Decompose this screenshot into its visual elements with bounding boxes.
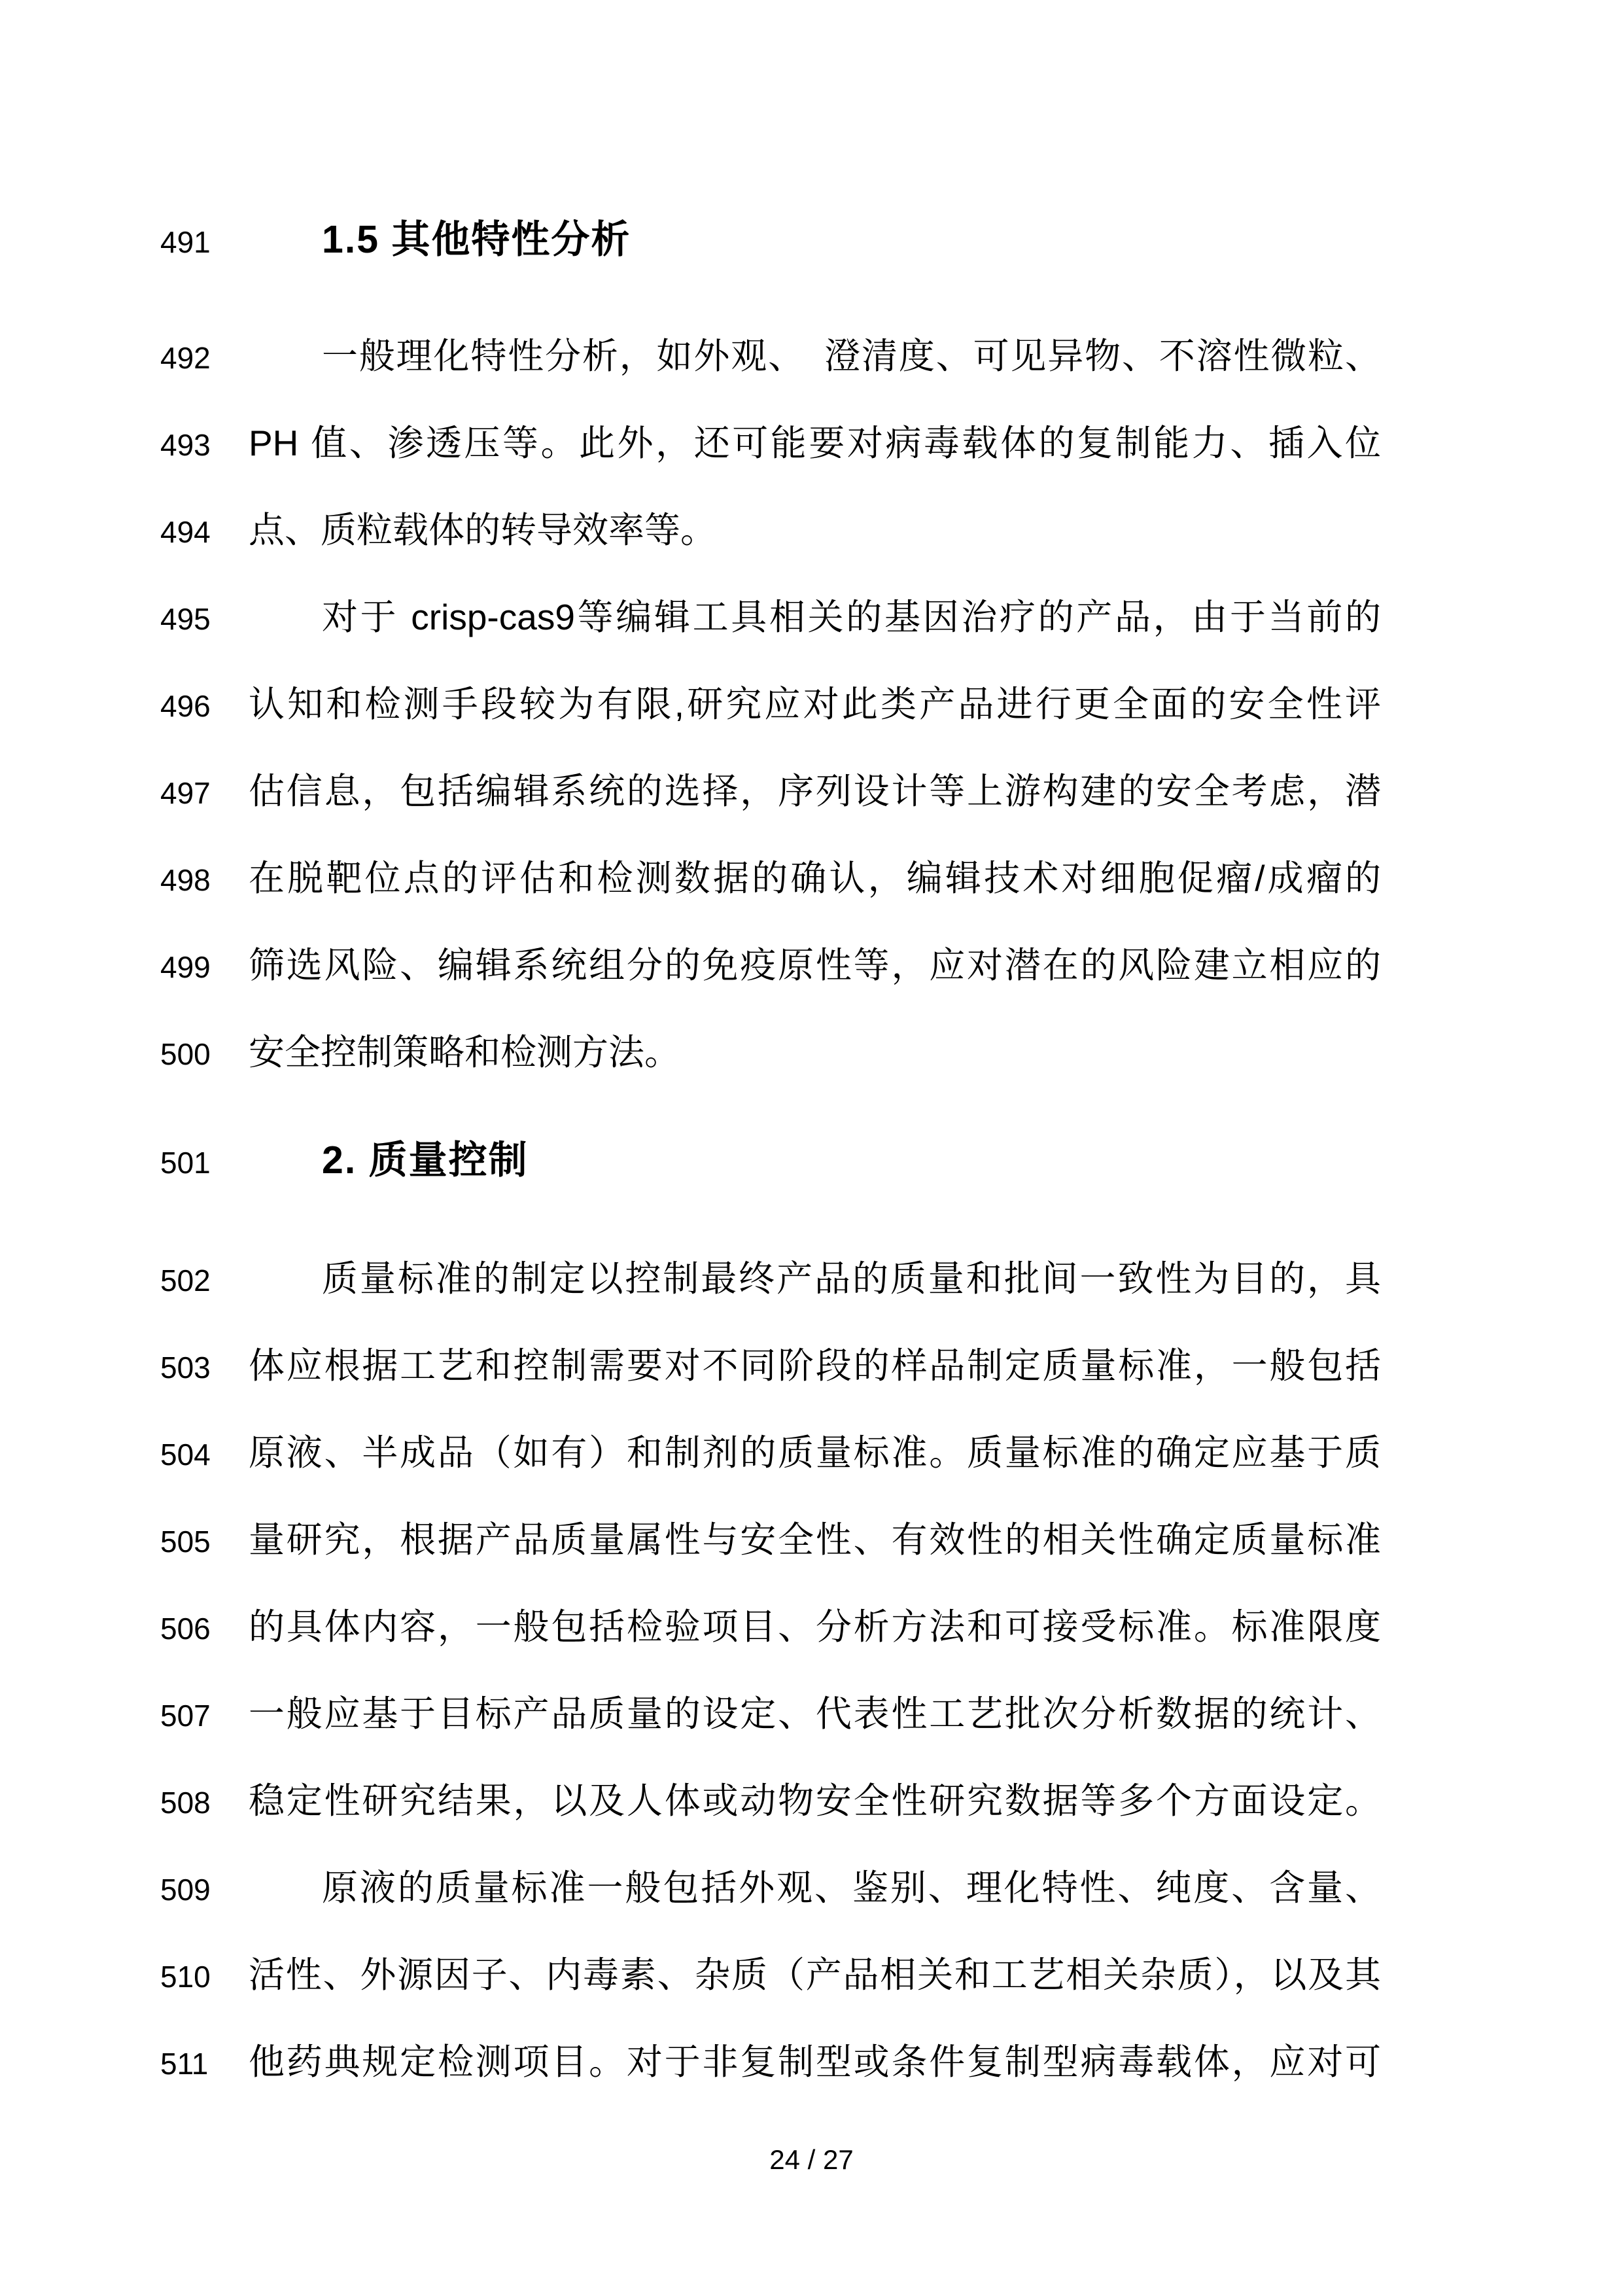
document-line — [160, 748, 1381, 835]
document-line — [160, 196, 1381, 283]
line-number: 495 — [160, 602, 211, 636]
line-text: 筛选风险、编辑系统组分的免疫原性等，应对潜在的风险建立相应的 — [249, 945, 1381, 985]
line-number: 511 — [160, 2047, 209, 2081]
line-text: 原液的质量标准一般包括外观、鉴别、理化特性、纯度、含量、 — [322, 1867, 1381, 1908]
document-line — [160, 1932, 1381, 2019]
line-text: 质量标准的制定以控制最终产品的质量和批间一致性为目的，具 — [322, 1258, 1381, 1299]
line-text: 安全控制策略和检测方法。 — [249, 1032, 681, 1072]
line-number: 504 — [160, 1438, 211, 1472]
document-line — [160, 1322, 1381, 1409]
line-text: 一般应基于目标产品质量的设定、代表性工艺批次分析数据的统计、 — [249, 1693, 1381, 1734]
document-line — [160, 574, 1381, 661]
line-text: 量研究，根据产品质量属性与安全性、有效性的相关性确定质量标准 — [249, 1519, 1381, 1560]
line-text: 一般理化特性分析，如外观、 澄清度、可见异物、不溶性微粒、 — [322, 336, 1381, 376]
document-line — [160, 1496, 1381, 1583]
line-text: 活性、外源因子、内毒素、杂质（产品相关和工艺相关杂质），以及其 — [249, 1954, 1381, 1995]
line-text: 估信息，包括编辑系统的选择，序列设计等上游构建的安全考虑，潜 — [249, 771, 1381, 811]
line-number: 502 — [160, 1263, 211, 1298]
document-line — [160, 1583, 1381, 1670]
line-text: 2. 质量控制 — [322, 1139, 529, 1182]
line-number: 506 — [160, 1612, 211, 1646]
line-number: 501 — [160, 1146, 211, 1180]
document-line — [160, 2019, 1381, 2106]
line-number: 491 — [160, 225, 211, 259]
document-line — [160, 487, 1381, 574]
line-number: 492 — [160, 341, 211, 375]
line-number: 497 — [160, 776, 211, 810]
document-line — [160, 400, 1381, 487]
document-line — [160, 1670, 1381, 1757]
document-line — [160, 1009, 1381, 1096]
line-text: 体应根据工艺和控制需要对不同阶段的样品制定质量标准，一般包括 — [249, 1345, 1381, 1386]
line-number: 500 — [160, 1037, 211, 1071]
line-number: 508 — [160, 1786, 211, 1820]
line-number: 510 — [160, 1960, 211, 1994]
document-line — [160, 1409, 1381, 1496]
line-number: 503 — [160, 1351, 211, 1385]
document-line — [160, 1235, 1381, 1322]
line-number: 493 — [160, 428, 211, 462]
line-number: 507 — [160, 1699, 211, 1733]
line-number: 499 — [160, 950, 211, 984]
line-number: 498 — [160, 863, 211, 897]
line-text: 认知和检测手段较为有限,研究应对此类产品进行更全面的安全性评 — [249, 684, 1381, 724]
line-number: 496 — [160, 689, 211, 723]
line-text: 他药典规定检测项目。对于非复制型或条件复制型病毒载体，应对可 — [249, 2041, 1381, 2082]
line-text: 原液、半成品（如有）和制剂的质量标准。质量标准的确定应基于质 — [249, 1432, 1381, 1473]
line-text: 在脱靶位点的评估和检测数据的确认，编辑技术对细胞促瘤/成瘤的 — [249, 858, 1381, 898]
document-line — [160, 661, 1381, 748]
line-text: 点、质粒载体的转导效率等。 — [249, 510, 717, 550]
line-text: 对于 crisp-cas9等编辑工具相关的基因治疗的产品，由于当前的 — [322, 597, 1381, 637]
document-body — [160, 196, 1381, 2106]
line-number: 494 — [160, 515, 211, 549]
document-line — [160, 1757, 1381, 1845]
line-number: 505 — [160, 1525, 211, 1559]
line-number: 509 — [160, 1873, 211, 1907]
document-line — [160, 1845, 1381, 1932]
line-text: 的具体内容，一般包括检验项目、分析方法和可接受标准。标准限度 — [249, 1606, 1381, 1647]
document-line — [160, 922, 1381, 1009]
document-line — [160, 1117, 1381, 1204]
page-number: 24 / 27 — [769, 2144, 854, 2175]
line-text: 稳定性研究结果，以及人体或动物安全性研究数据等多个方面设定。 — [249, 1780, 1381, 1821]
document-line — [160, 835, 1381, 922]
line-text: 1.5 其他特性分析 — [322, 218, 631, 261]
line-text: PH 值、渗透压等。此外，还可能要对病毒载体的复制能力、插入位 — [249, 423, 1381, 463]
document-line — [160, 313, 1381, 400]
